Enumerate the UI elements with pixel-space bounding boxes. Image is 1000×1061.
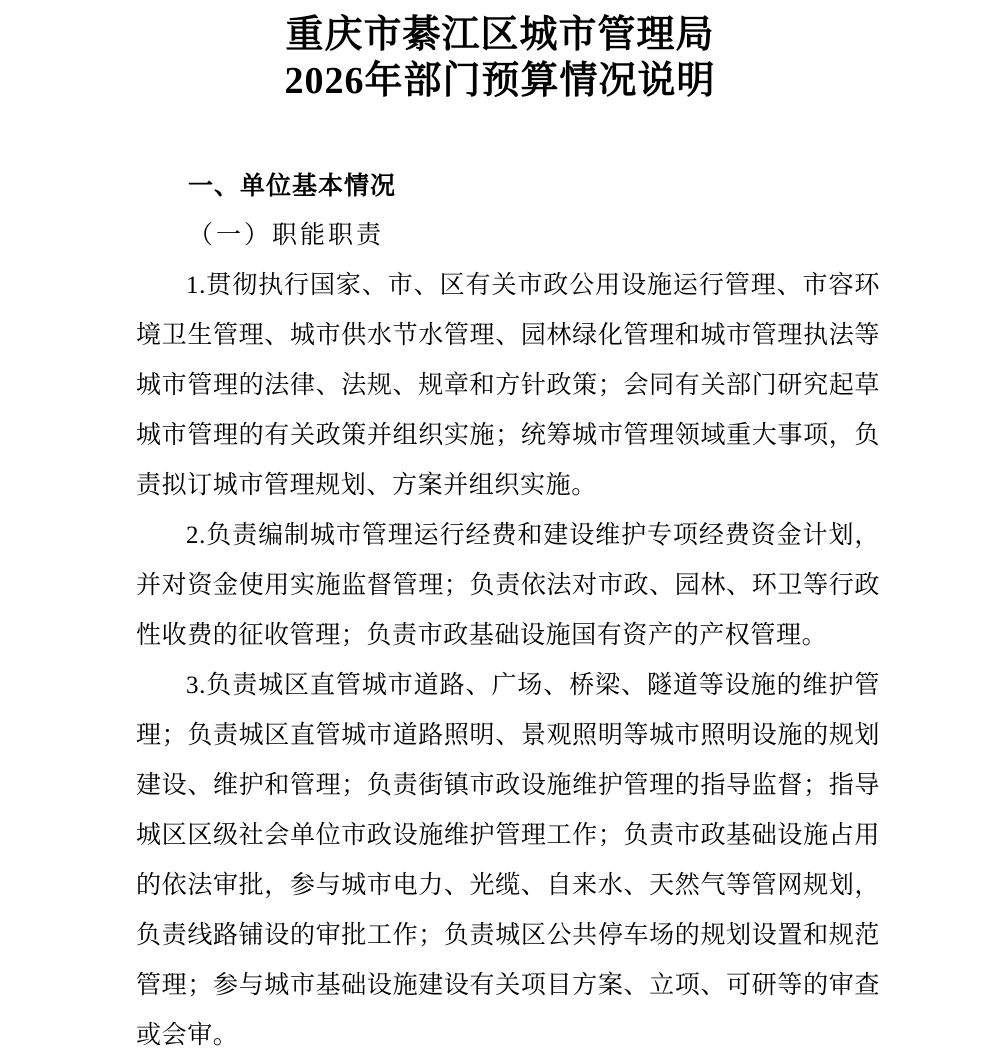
paragraph-duties-3: 3.负责城区直管城市道路、广场、桥梁、隧道等设施的维护管理；负责城区直管城市道路照明、景观照明等城市照明设施的规划建设、维护和管理；负责街镇市政设施维护管理的指导监督；指导城区区级社会单位市政设施维护管理工作；负责市政基础设施占用的依法审批，参与城市电力、光缆、自来水、天然气等管网规划，负责线路铺设的审批工作；负责城区公共停车场的规划设置和规范管理；参与城市基础设施建设有关项目方案、立项、可研等的审查或会审。 <box>136 672 880 1049</box>
document-title <box>0 0 1000 104</box>
title-line-1: 重庆市綦江区城市管理局 <box>285 14 715 56</box>
paragraph-duties-1: 1.贯彻执行国家、市、区有关市政公用设施运行管理、市容环境卫生管理、城市供水节水管理、园林绿化管理和城市管理执法等城市管理的法律、法规、规章和方针政策；会同有关部门研究起草城市管理的有关政策并组织实施；统筹城市管理领域重大事项，负责拟订城市管理规划、方案并组织实施。 <box>136 272 880 499</box>
paragraph-duties-2: 2.负责编制城市管理运行经费和建设维护专项经费资金计划，并对资金使用实施监督管理；负责依法对市政、园林、环卫等行政性收费的征收管理；负责市政基础设施国有资产的产权管理。 <box>136 522 880 649</box>
document-body <box>136 161 880 1061</box>
subsection-heading: （一）职能职责 <box>188 222 385 249</box>
title-line-2: 2026年部门预算情况说明 <box>284 60 716 102</box>
section-heading: 一、单位基本情况 <box>188 172 397 200</box>
